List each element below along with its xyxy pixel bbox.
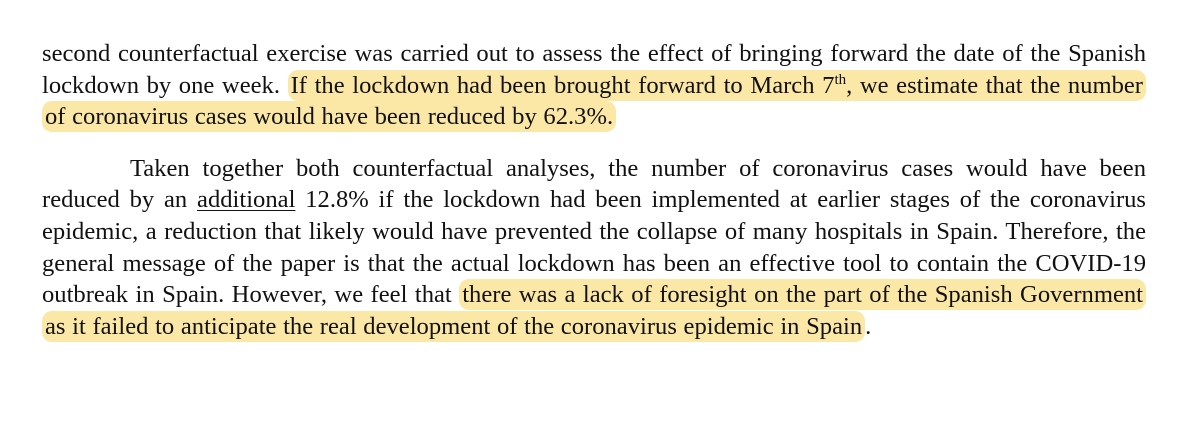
- superscript-th: th: [834, 71, 847, 88]
- paragraph2-text-b: 12.8% if the lockdown had been implemented at earlier stages of the coronavirus epidemic, a reduction that likely would have prevented the collapse of many hospitals in Spain. Therefore, the general message of the paper is that the actual lockdown has been an effective tool to contain the COVID-19 outbreak in Spain. However, we feel that: [42, 186, 1147, 309]
- highlight-text-start: If the lockdown had been brought forward to March 7: [290, 71, 835, 99]
- document-page: [42, 38, 1146, 342]
- highlight-text-end: , we estimate that the number of coronavirus cases would have been reduced by 62.3%.: [45, 71, 1143, 131]
- paragraph2-text-a: Taken together both counterfactual analyses, the number of coronavirus cases would have been reduced by an: [42, 154, 1146, 214]
- paragraph2-end-period: .: [865, 312, 872, 340]
- underlined-word-additional: additional: [197, 186, 296, 214]
- paragraph-counterfactual-one-week: [42, 38, 1146, 133]
- paragraph1-plain-text: second counterfactual exercise was carried out to assess the effect of bringing forward the date of the Spanish lockdown by one week.: [42, 40, 1146, 99]
- highlight-foresight-text: there was a lack of foresight on the part of the Spanish Government as it failed to anticipate the real development of the coronavirus epidemic in Spain: [45, 281, 1143, 340]
- paragraph-taken-together: [42, 153, 1146, 343]
